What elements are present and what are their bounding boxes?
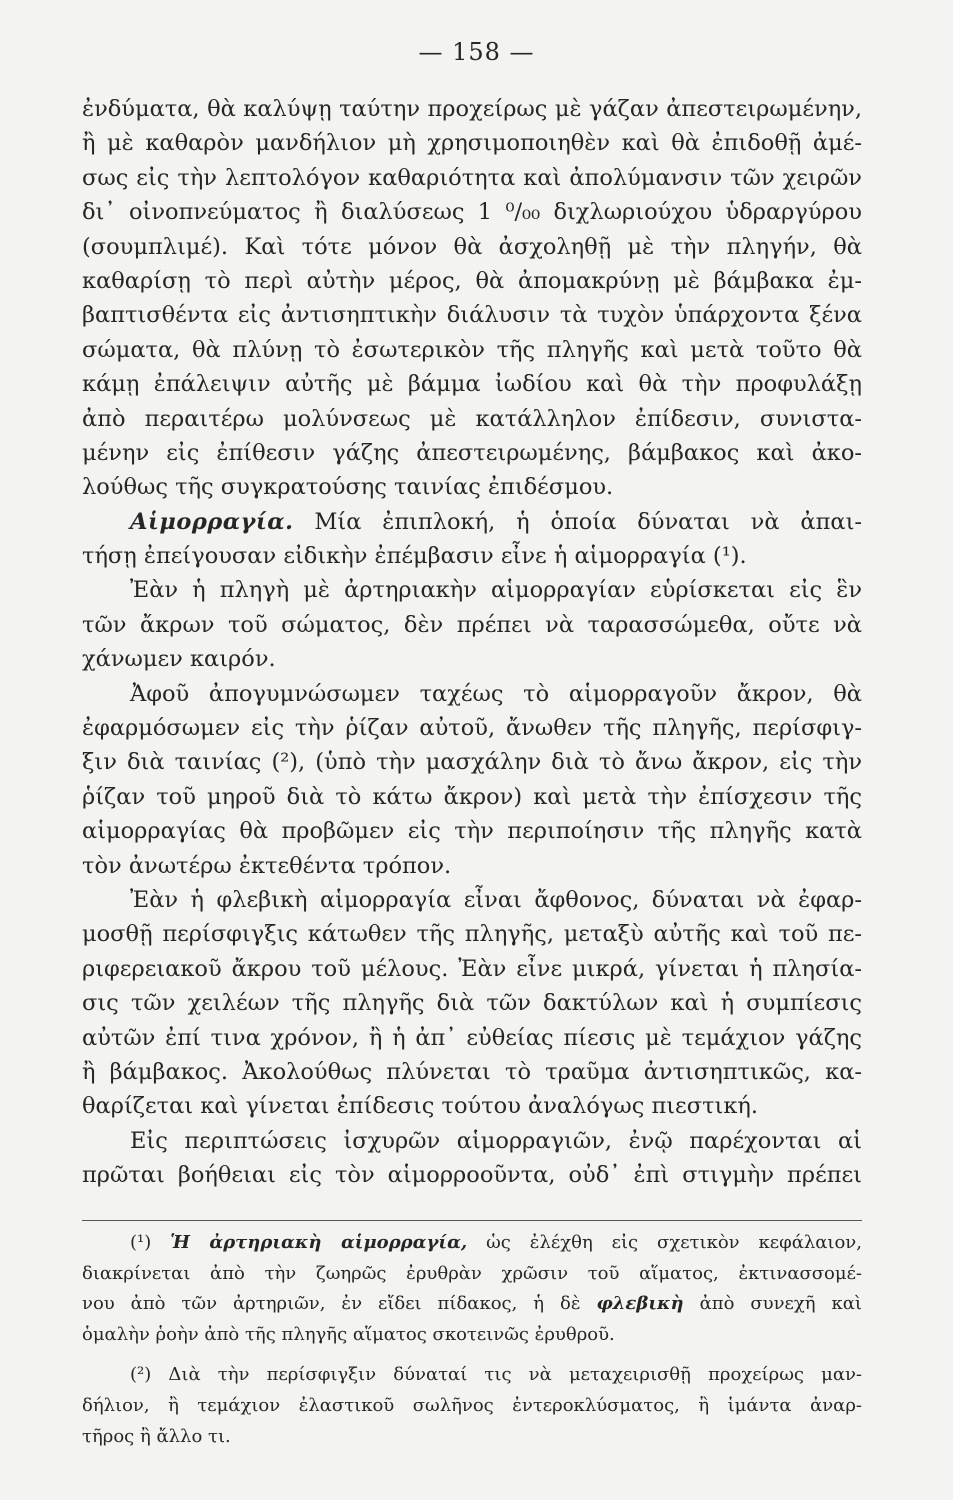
text-line: δι᾿ οἰνοπνεύματος ἢ διαλύσεως 1 ⁰/₀₀ διχλωριούχου ὑδραργύρου xyxy=(82,199,862,226)
text-line: σις τῶν χειλέων τῆς πληγῆς διὰ τῶν δακτύλων καὶ ἡ συμπίεσις xyxy=(82,990,862,1017)
footnote-text: δήλιον, ἢ τεμάχιον ἐλαστικοῦ σωλῆνος ἐντεροκλύσματος, ἢ ἱμάντα ἀναρ- xyxy=(82,1394,862,1416)
footnote-text: νου ἀπὸ τῶν ἀρτηριῶν, ἐν εἴδει πίδακος, ἡ δὲ xyxy=(82,1293,581,1315)
text-line: μοσθῇ περίσφιγξις κάτωθεν τῆς πληγῆς, μεταξὺ αὐτῆς καὶ τοῦ πε- xyxy=(82,921,862,948)
page-number: — 158 — xyxy=(418,38,535,66)
footnote-text: ὡς ἐλέχθη εἰς σχετικὸν κεφάλαιον, xyxy=(486,1232,862,1253)
text-line: κάμῃ ἐπάλειψιν αὐτῆς μὲ βάμμα ἰωδίου καὶ θὰ τὴν προφυλάξῃ xyxy=(82,371,862,398)
footnote-1-emphasis-phlebic: φλεβικὴ xyxy=(596,1293,684,1315)
text-line: Ἐὰν ἡ πληγὴ μὲ ἀρτηριακὴν αἱμορραγίαν εὑρίσκεται εἰς ἓν xyxy=(130,577,862,604)
footnote-divider xyxy=(82,1220,862,1221)
footnote-text: ἀπὸ συνεχῆ καὶ xyxy=(699,1293,862,1315)
text-line: ἀπὸ περαιτέρω μολύνσεως μὲ κατάλληλον ἐπίδεσιν, συνιστα- xyxy=(82,405,862,432)
text-line: Εἰς περιπτώσεις ἰσχυρῶν αἱμορραγιῶν, ἐνῷ παρέχονται αἱ xyxy=(130,1127,862,1154)
footnote-text: διακρίνεται ἀπὸ τὴν ζωηρῶς ἐρυθρὰν χρῶσιν τοῦ αἵματος, ἐκτινασσομέ- xyxy=(82,1262,862,1284)
text-line: καθαρίσῃ τὸ περὶ αὐτὴν μέρος, θὰ ἀπομακρύνῃ μὲ βάμβακα ἐμ- xyxy=(82,267,862,294)
text-line: ριφερειακοῦ ἄκρου τοῦ μέλους. Ἐὰν εἶνε μικρά, γίνεται ἡ πλησία- xyxy=(82,955,862,982)
text-line: σώματα, θὰ πλύνῃ τὸ ἐσωτερικὸν τῆς πληγῆς καὶ μετὰ τοῦτο θὰ xyxy=(82,336,862,363)
text-line: Μία ἐπιπλοκή, ἡ ὁποία δύναται νὰ ἀπαι- xyxy=(314,508,862,535)
text-line: πρῶται βοήθειαι εἰς τὸν αἱμορρooῦντα, οὐδ᾿ ἐπὶ στιγμὴν πρέπει xyxy=(82,1162,862,1189)
text-line: ἢ μὲ καθαρὸν μανδήλιον μὴ χρησιμοποιηθὲν καὶ θὰ ἐπιδοθῇ ἀμέ- xyxy=(82,130,862,157)
footnote-1-emphasis: Ἡ ἀρτηριακὴ αἱμορραγία, xyxy=(170,1232,468,1253)
text-line: τήσῃ ἐπείγουσαν εἰδικὴν ἐπέμβασιν εἶνε ἡ αἱμορραγία (¹). xyxy=(82,543,747,570)
footnote-1-marker: (¹) xyxy=(130,1232,152,1253)
text-line: ξιν διὰ ταινίας (²), (ὑπὸ τὴν μασχάλην διὰ τὸ ἄνω ἄκρον, εἰς τὴν xyxy=(82,749,862,776)
text-line: (σουμπλιμέ). Καὶ τότε μόνον θὰ ἀσχοληθῇ μὲ τὴν πληγήν, θὰ xyxy=(82,233,862,260)
text-line: λούθως τῆς συγκρατούσης ταινίας ἐπιδέσμου. xyxy=(82,474,614,501)
text-line: αὐτῶν ἐπί τινα χρόνον, ἢ ἡ ἀπ᾿ εὐθείας πίεσις μὲ τεμάχιον γάζης xyxy=(82,1024,862,1051)
footnote-1-line xyxy=(82,1228,862,1259)
footnote-text: ὁμαλὴν ῥοὴν ἀπὸ τῆς πληγῆς αἵματος σκοτεινῶς ἐρυθροῦ. xyxy=(82,1323,615,1345)
body-text xyxy=(82,92,862,1193)
text-line: ῥίζαν τοῦ μηροῦ διὰ τὸ κάτω ἄκρον) καὶ μετὰ τὴν ἐπίσχεσιν τῆς xyxy=(82,783,862,810)
text-line: Ἐὰν ἡ φλεβικὴ αἱμορραγία εἶναι ἄφθονος, δύναται νὰ ἐφαρ- xyxy=(130,886,862,913)
footnote-text: τῆρος ἢ ἄλλο τι. xyxy=(82,1425,231,1447)
text-line: ἐφαρμόσωμεν εἰς τὴν ῥίζαν αὐτοῦ, ἄνωθεν τῆς πληγῆς, περίσφιγ- xyxy=(82,715,862,742)
text-line: ἐνδύματα, θὰ καλύψῃ ταύτην προχείρως μὲ γάζαν ἀπεστειρωμένην, xyxy=(82,96,862,122)
section-heading-line xyxy=(82,505,862,539)
text-line: βαπτισθέντα εἰς ἀντισηπτικὴν διάλυσιν τὰ τυχὸν ὑπάρχοντα ξένα xyxy=(82,302,862,329)
text-line: τὸν ἀνωτέρω ἐκτεθέντα τρόπον. xyxy=(82,852,452,879)
text-line: τῶν ἄκρων τοῦ σώματος, δὲν πρέπει νὰ ταρασσώμεθα, οὔτε νὰ xyxy=(82,611,862,638)
footnotes xyxy=(82,1228,862,1452)
text-line: χάνωμεν καιρόν. xyxy=(82,646,276,673)
footnote-2-line: (²) Διὰ τὴν περίσφιγξιν δύναταί τις νὰ μεταχειρισθῇ προχείρως μαν- xyxy=(130,1364,862,1386)
text-line: Ἀφοῦ ἀπογυμνώσωμεν ταχέως τὸ αἱμορραγοῦν ἄκρον, θὰ xyxy=(130,680,862,707)
text-line: αἱμορραγίας θὰ προβῶμεν εἰς τὴν περιποίησιν τῆς πληγῆς κατὰ xyxy=(82,818,862,845)
text-line: θαρίζεται καὶ γίνεται ἐπίδεσις τούτου ἀναλόγως πιεστική. xyxy=(82,1093,759,1120)
text-line: μένην εἰς ἐπίθεσιν γάζης ἀπεστειρωμένης, βάμβακος καὶ ἀκο- xyxy=(82,439,862,466)
footnote-1-line xyxy=(82,1289,862,1320)
text-line: σως εἰς τὴν λεπτολόγον καθαριότητα καὶ ἀπολύμανσιν τῶν χειρῶν xyxy=(82,164,862,191)
section-heading: Αἱμορραγία. xyxy=(130,508,294,535)
text-line: ἢ βάμβακος. Ἀκολούθως πλύνεται τὸ τραῦμα ἀντισηπτικῶς, κα- xyxy=(82,1058,862,1085)
